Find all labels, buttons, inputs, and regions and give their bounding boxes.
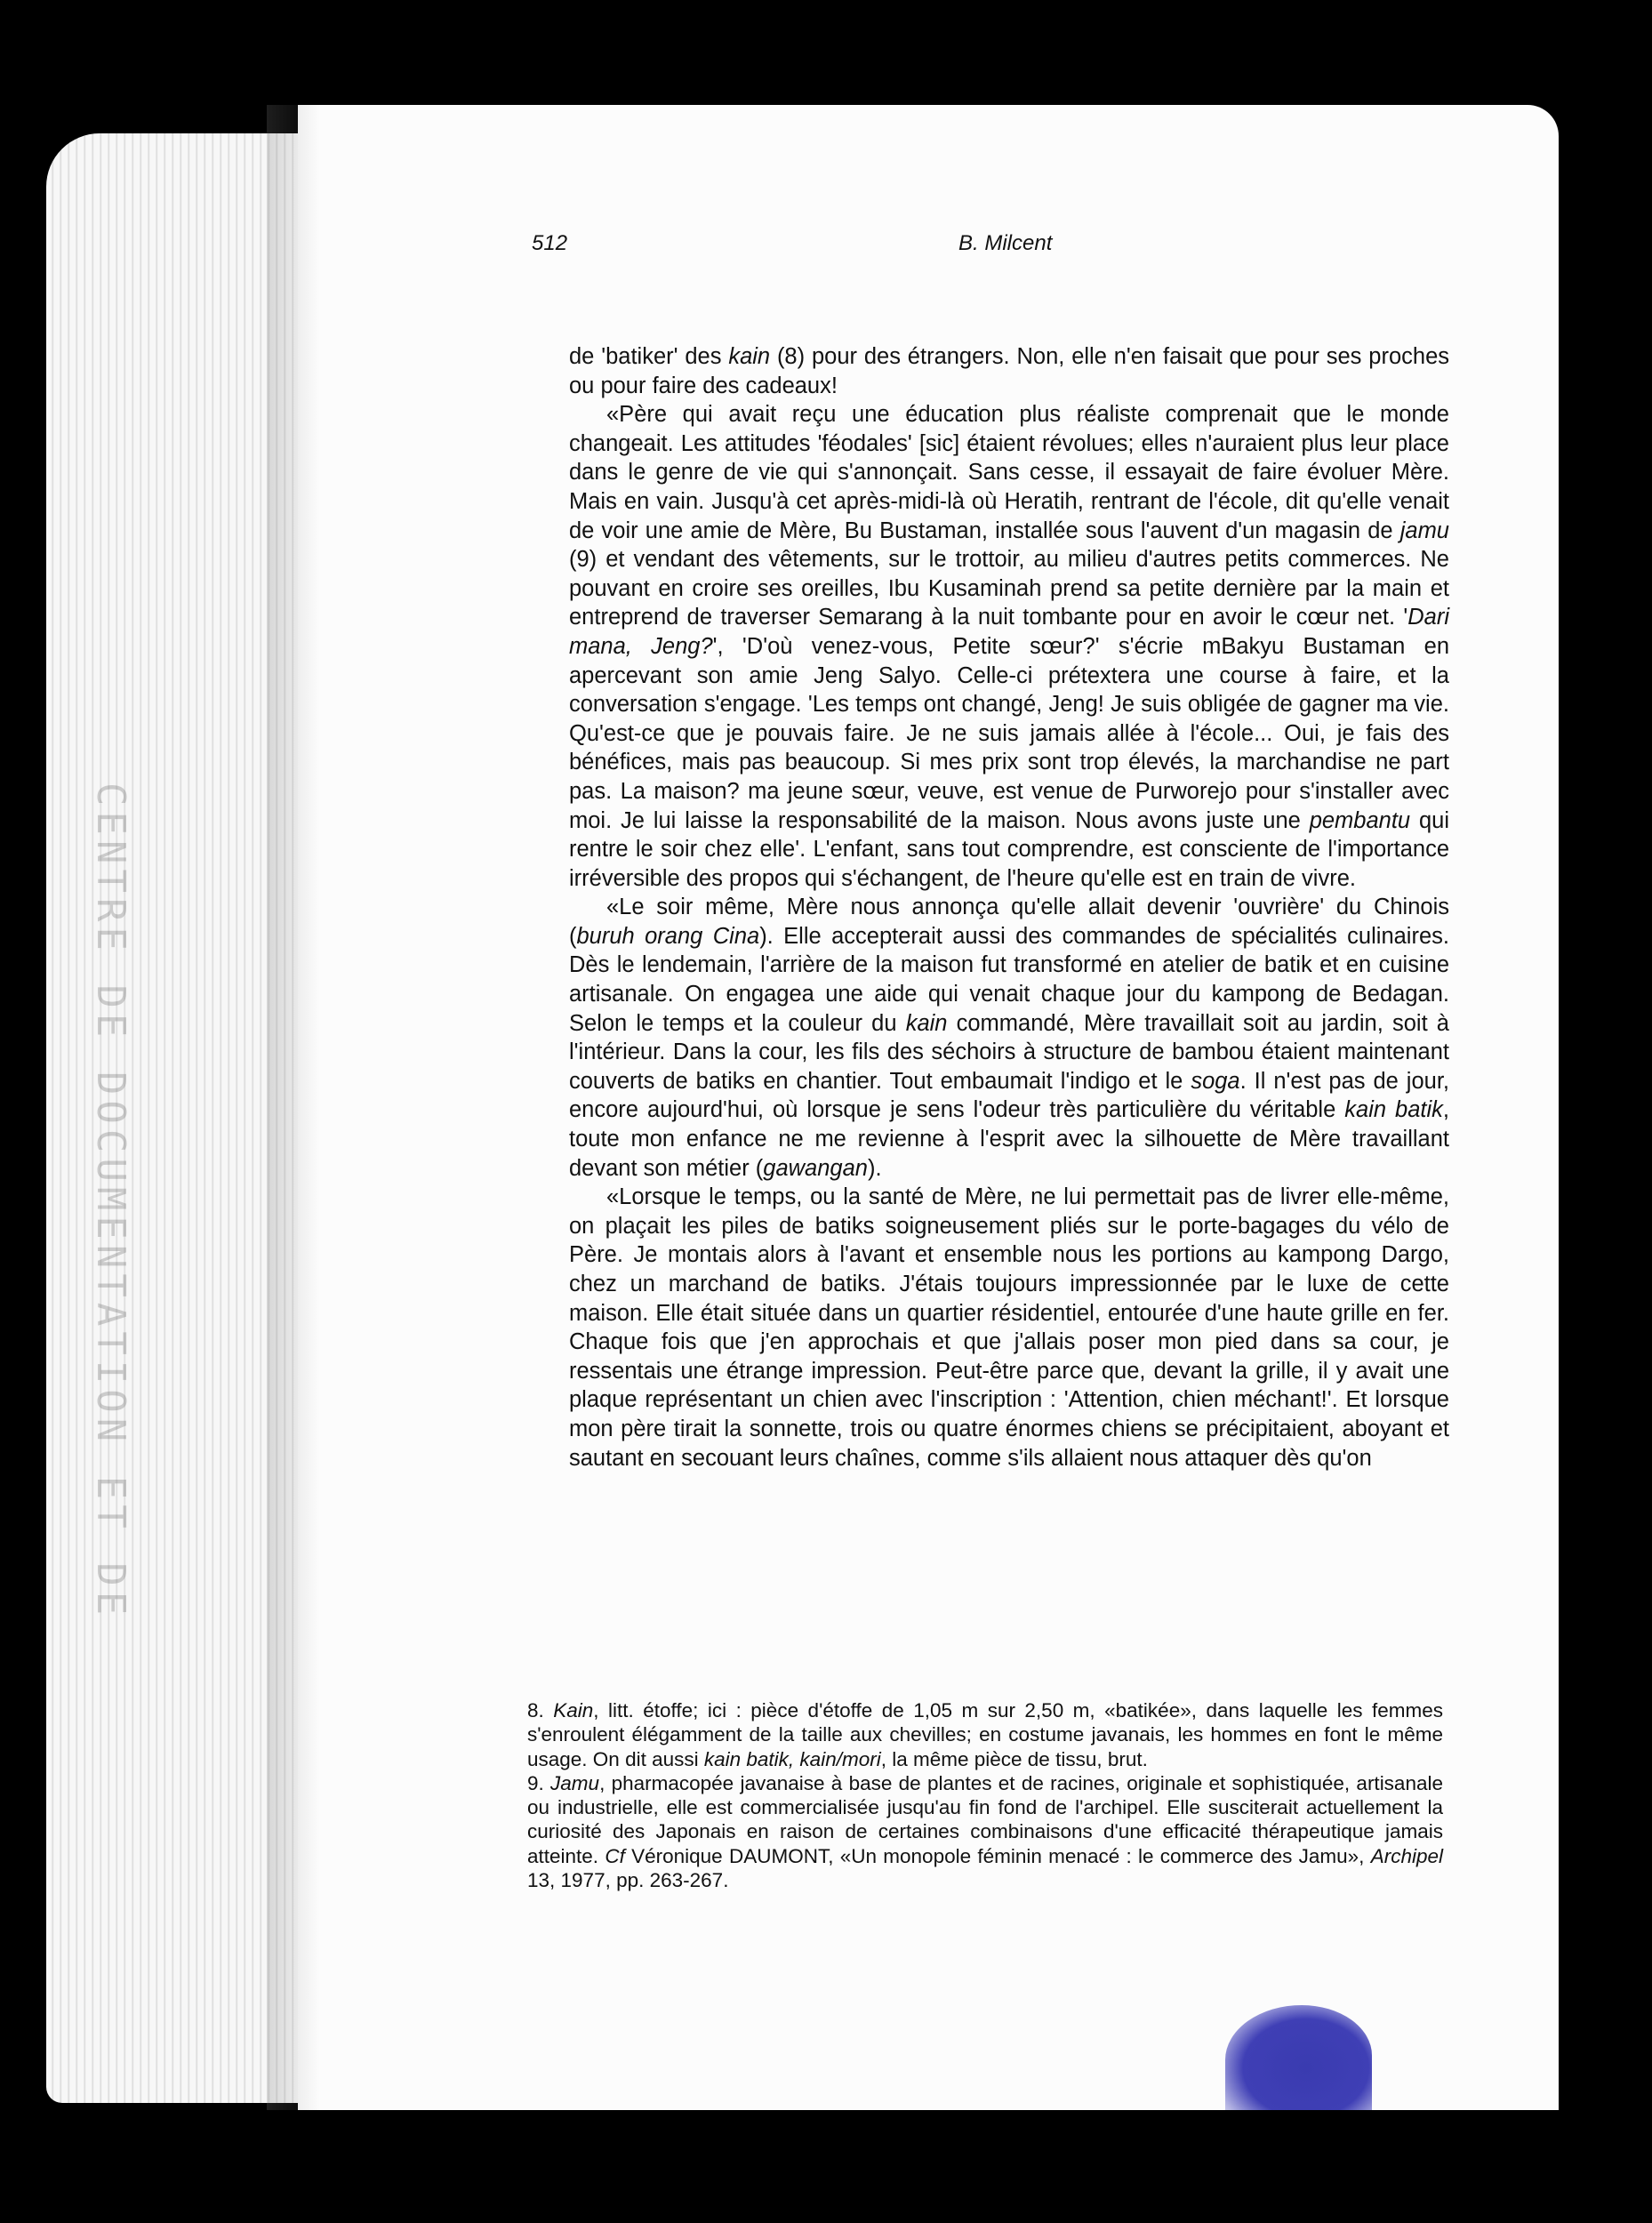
- footnote-8: 8. Kain, litt. étoffe; ici : pièce d'étoffe de 1,05 m sur 2,50 m, «batikée», dans laquelle les femmes s'enroulent élégamment de la taille aux chevilles; en costume javanais, les hommes en font le même usage. On dit aussi kain batik, kain/mori, la même pièce de tissu, brut.: [527, 1699, 1443, 1770]
- paragraph: «Lorsque le temps, ou la santé de Mère, ne lui permettait pas de livrer elle-même, on plaçait les piles de batiks soigneusement pliés sur le porte-bagages du vélo de Père. Je montais alors à l'avant et ensemble nous les portions au kampong Dargo, chez un marchand de batiks. J'étais toujours impressionnée par le luxe de cette maison. Elle était située dans un quartier résidentiel, entourée d'une haute grille en fer. Chaque fois que j'en approchais et que j'allais poser mon pied dans sa cour, je ressentais une étrange impression. Peut-être parce que, devant la grille, il y avait une plaque représentant un chien avec l'inscription : 'Attention, chien méchant!'. Et lorsque mon père tirait la sonnette, trois ou quatre énormes chiens se précipitaient, aboyant et sautant en secouant leurs chaînes, comme s'ils allaient nous attaquer dès qu'on: [569, 1184, 1449, 1471]
- ink-stamp-blot: [1225, 2005, 1372, 2110]
- page-number: 512: [532, 231, 568, 255]
- paragraph: de 'batiker' des kain (8) pour des étrangers. Non, elle n'en faisait que pour ses proches ou pour faire des cadeaux!: [569, 344, 1449, 398]
- running-head: B. Milcent: [958, 231, 1053, 255]
- body-text: [569, 342, 1449, 1473]
- spine-shadow: [267, 105, 320, 2110]
- footnote-9: 9. Jamu, pharmacopée javanaise à base de plantes et de racines, originale et sophistiquée, artisanale ou industrielle, elle est commercialisée jusqu'au fin fond de l'archipel. Elle susciterait actuellement la curiosité des Japonais en raison de certaines combinaisons d'une efficacité thérapeutique jamais atteinte. Cf Véronique DAUMONT, «Un monopole féminin menacé : le commerce des Jamu», Archipel 13, 1977, pp. 263-267.: [527, 1771, 1443, 1892]
- paragraph: «Le soir même, Mère nous annonça qu'elle allait devenir 'ouvrière' du Chinois (buruh orang Cina). Elle accepterait aussi des commandes de spécialités culinaires. Dès le lendemain, l'arrière de la maison fut transformé en atelier de batik et en cuisine artisanale. On engagea une aide qui venait chaque jour du kampong de Bedagan. Selon le temps et la couleur du kain commandé, Mère travaillait soit au jardin, soit à l'intérieur. Dans la cour, les fils des séchoirs à structure de bambou étaient maintenant couverts de batiks en chantier. Tout embaumait l'indigo et le soga. Il n'est pas de jour, encore aujourd'hui, où lorsque je sens l'odeur très particulière du véritable kain batik, toute mon enfance ne me revienne à l'esprit avec la silhouette de Mère travaillant devant son métier (gawangan).: [569, 895, 1449, 1181]
- page-header: [532, 231, 1453, 267]
- footnotes: [527, 1698, 1443, 1892]
- library-stamp: CENTRE DE DOCUMENTATION ET DE: [88, 782, 133, 1621]
- paragraph: «Père qui avait reçu une éducation plus réaliste comprenait que le monde changeait. Les attitudes 'féodales' [sic] étaient révolues; elles n'auraient plus leur place dans le genre de vie qui s'annonçait. Sans cesse, il essayait de faire évoluer Mère. Mais en vain. Jusqu'à cet après-midi-là où Heratih, rentrant de l'école, dit qu'elle venait de voir une amie de Mère, Bu Bustaman, installée sous l'auvent d'un magasin de jamu (9) et vendant des vêtements, sur le trottoir, au milieu d'autres petits commerces. Ne pouvant en croire ses oreilles, Ibu Kusaminah prend sa petite dernière par la main et entreprend de traverser Semarang à la nuit tombante pour en avoir le cœur net. 'Dari mana, Jeng?', 'D'où venez-vous, Petite sœur?' s'écrie mBakyu Bustaman en apercevant son amie Jeng Salyo. Celle-ci prétextera une course à faire, et la conversation s'engage. 'Les temps ont changé, Jeng! Je suis obligée de gagner ma vie. Qu'est-ce que je pouvais faire. Je ne suis jamais allée à l'école... Oui, je fais des bénéfices, mais pas beaucoup. Si mes prix sont trop élevés, la marchandise ne part pas. La maison? ma jeune sœur, veuve, est venue de Purworejo pour s'installer avec moi. Je lui laisse la responsabilité de la maison. Nous avons juste une pembantu qui rentre le soir chez elle'. L'enfant, sans tout comprendre, est consciente de l'importance irréversible des propos qui s'échangent, de l'heure qu'elle est en train de vivre.: [569, 402, 1450, 891]
